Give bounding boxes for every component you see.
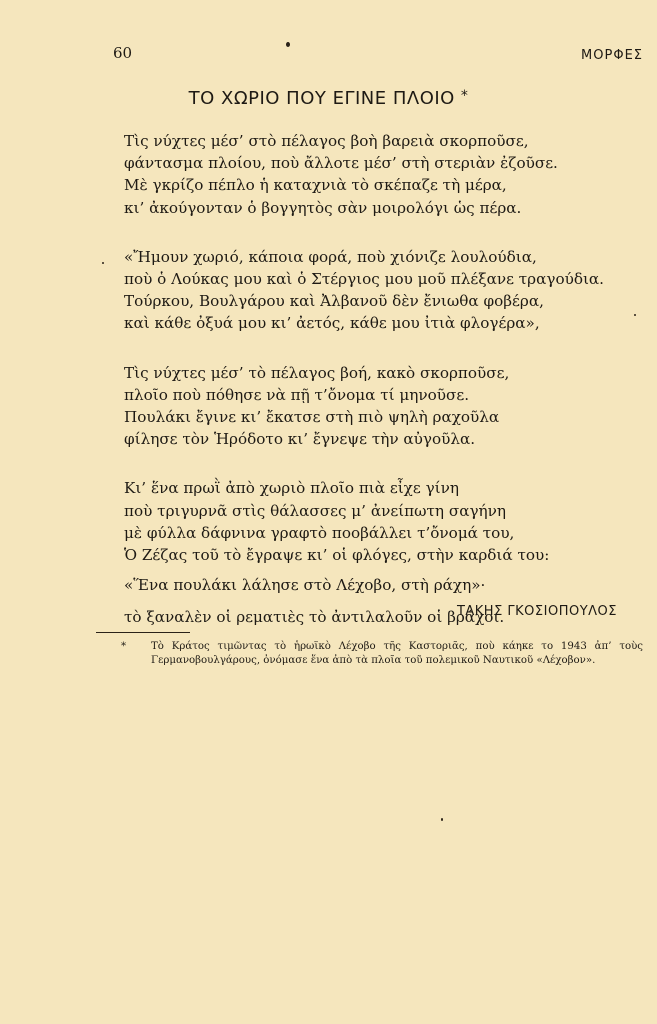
page-number: 60: [113, 44, 133, 62]
poem-line: Πουλάκι ἔγινε κι’ ἔκατσε στὴ πιὸ ψηλὴ ραχοῦλα: [124, 408, 500, 427]
poem-line: «Ἤμουν χωριό, κάποια φορά, ποὺ χιόνιζε λουλούδια,: [124, 247, 537, 266]
print-speck: [102, 262, 104, 264]
poem-line: Τὶς νύχτες μέσ’ στὸ πέλαγος βοὴ βαρειὰ σκορποῦσε,: [124, 132, 529, 150]
stanza: [124, 246, 644, 335]
author-signature: ΤΑΚΗΣ ΓΚΟΣΙΟΠΟΥΛΟΣ: [456, 604, 617, 619]
poem-title: ΤΟ ΧΩΡΙΟ ΠΟΥ ΕΓΙΝΕ ΠΛΟΙΟ: [188, 88, 455, 109]
poem-title-block: [0, 88, 657, 109]
title-footnote-mark: *: [460, 88, 469, 104]
footnote-mark: *: [121, 641, 127, 652]
poem-line: Τὶς νύχτες μέσ’ τὸ πέλαγος βοή, κακὸ σκορποῦσε,: [124, 363, 510, 382]
stanza: [124, 362, 644, 451]
poem-line: φάντασμα πλοίου, ποὺ ἄλλοτε μέσ’ στὴ στεριὰν ἐζοῦσε.: [124, 154, 558, 173]
footnote: [123, 640, 643, 668]
poem-line: Κι’ ἕνα πρωῒ ἀπὸ χωριὸ πλοῖο πιὰ εἶχε γίνη: [124, 479, 459, 498]
poem-line: καὶ κάθε ὀξυά μου κι’ ἀετός, κάθε μου ἰτιὰ φλογέρα»,: [124, 314, 540, 333]
poem-line: Τούρκου, Βουλγάρου καὶ Ἀλβανοῦ δὲν ἔνιωθα φοβέρα,: [124, 292, 544, 311]
print-speck: [634, 314, 636, 316]
poem-line: φίλησε τὸν Ἡρόδοτο κι’ ἔγνεψε τὴν αὐγοῦλα.: [124, 430, 476, 449]
print-speck: [441, 818, 443, 821]
running-head: ΜΟΡΦΕΣ: [581, 48, 643, 63]
print-speck: [286, 42, 290, 47]
stanza: [124, 130, 644, 219]
poem-line: πλοῖο ποὺ πόθησε νὰ πῇ τ’ὄνομα τί μηνοῦσε.: [124, 385, 470, 404]
poem-line: Μὲ γκρίζο πέπλο ἡ καταχνιὰ τὸ σκέπαζε τὴ μέρα,: [124, 176, 507, 195]
poem-line: Ὁ Ζέζας τοῦ τὸ ἔγραψε κι’ οἱ φλόγες, στὴν καρδιά του:: [124, 546, 550, 565]
poem-line: μὲ φύλλα δάφνινα γραφτὸ ποοβάλλει τ’ὄνομά του,: [124, 523, 515, 542]
poem-line: ποὺ τριγυρνᾶ στὶς θάλασσες μ’ ἀνείπωτη σαγήνη: [124, 501, 506, 520]
poem-body: [124, 130, 644, 630]
footnote-text: Τὸ Κράτος τιμῶντας τὸ ἡρωϊκὸ Λέχοβο τῆς Καστοριᾶς, ποὺ κάηκε το 1943 ἀπ’ τοὺς Γερμανοβουλγάρους, ὀνόμασε ἕνα ἀπὸ τὰ πλοῖα τοῦ πολεμικοῦ Ναυτικοῦ «Λέχοβον».: [151, 641, 643, 666]
poem-line: ποὺ ὁ Λούκας μου καὶ ὁ Στέργιος μου μοῦ πλέξανε τραγούδια.: [124, 270, 605, 289]
footnote-rule: [96, 632, 190, 633]
poem-line: κι’ ἀκούγονταν ὁ βογγητὸς σὰν μοιρολόγι ὡς πέρα.: [124, 198, 522, 217]
quote-line: «Ἕνα πουλάκι λάλησε στὸ Λέχοβο, στὴ ράχη»·: [124, 576, 486, 595]
closing-line: τὸ ξαναλὲν οἱ ρεματιὲς τὸ ἀντιλαλοῦν οἱ βράχοι.: [124, 608, 505, 627]
